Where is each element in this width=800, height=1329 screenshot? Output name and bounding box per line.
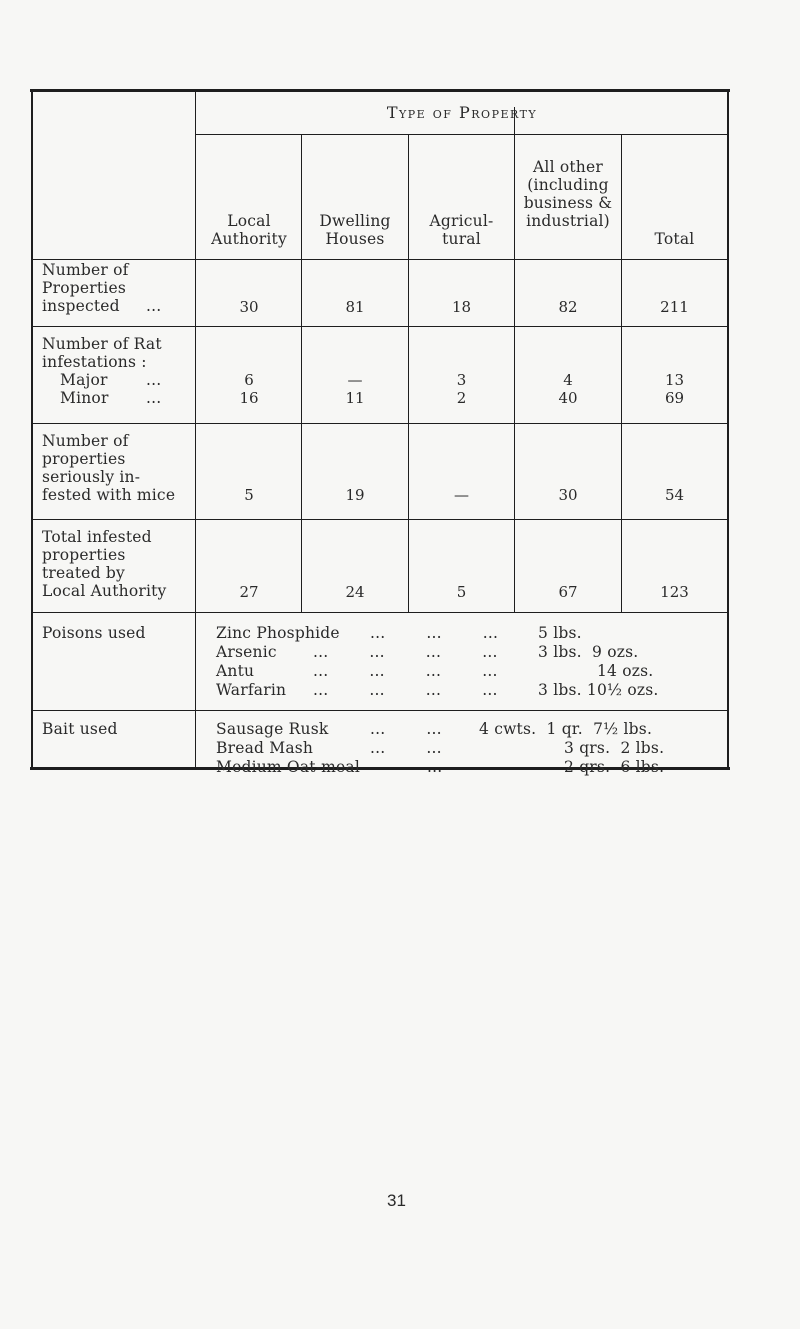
row-label-rat-infestations: Number of Rat infestations : [42, 335, 162, 371]
group-header-rule [195, 134, 728, 135]
table-cell: 24 [345, 583, 365, 601]
row-label-mice: Number of properties seriously in- fested with mice [42, 432, 176, 504]
table-cell: 123 [660, 583, 689, 601]
table-cell: 3 [456, 371, 467, 389]
column-header-dwelling-houses: Dwelling Houses [319, 212, 391, 248]
bait-quantity: 4 cwts. 1 qr. 7½ lbs. [479, 720, 653, 738]
leader-dots: ... [146, 389, 162, 407]
column-header-local-authority: Local Authority [211, 212, 287, 248]
poison-quantity: 3 lbs. 10½ ozs. [538, 681, 659, 699]
row-label-properties-inspected: Number of Properties inspected [42, 261, 129, 315]
table-cell: 54 [664, 486, 685, 504]
table-cell: 18 [451, 298, 472, 316]
leader-dots: ... ... ... ... [313, 643, 498, 661]
table-cell: 6 [244, 371, 254, 389]
poisons-label: Poisons used [42, 624, 146, 642]
column-header-total: Total [654, 230, 695, 248]
row-sublabel-minor: Minor [60, 389, 109, 407]
table-cell: 30 [558, 486, 578, 504]
label-column-divider [195, 90, 196, 768]
leader-dots: ... ... [370, 720, 442, 738]
table-cell: 27 [239, 583, 259, 601]
poison-quantity: 3 lbs. 9 ozs. [538, 643, 639, 661]
group-header: Type of Property [386, 103, 538, 122]
table-cell: 40 [558, 389, 578, 407]
poison-name: Antu [216, 662, 255, 680]
row-rule-header [33, 259, 728, 260]
row-rule-4 [33, 612, 728, 613]
table-cell: — [347, 371, 363, 389]
leader-dots: ... ... ... [370, 624, 499, 642]
column-header-all-other: All other (including business & industrial) [523, 158, 613, 230]
table-left-border [31, 90, 33, 770]
page-number: 31 [387, 1191, 406, 1210]
table-cell: 16 [239, 389, 259, 407]
table-cell: 211 [660, 298, 689, 316]
row-rule-1 [33, 326, 728, 327]
row-rule-poisons [33, 710, 728, 711]
row-label-total-treated: Total infested properties treated by Local Authority [42, 528, 167, 600]
table-cell: 5 [456, 583, 467, 601]
table-cell: 67 [558, 583, 578, 601]
row-sublabel-major: Major [60, 371, 108, 389]
leader-dots: ... [146, 297, 162, 315]
table-cell: 5 [244, 486, 254, 504]
table-cell: 30 [239, 298, 259, 316]
row-rule-2 [33, 423, 728, 424]
column-header-agricultural: Agricul- tural [429, 212, 494, 248]
table-cell: 19 [345, 486, 365, 504]
poison-quantity: 14 ozs. [597, 662, 654, 680]
table-cell: 11 [345, 389, 365, 407]
table-cell: 2 [456, 389, 467, 407]
leader-dots: ... [146, 371, 162, 389]
poison-quantity: 5 lbs. [538, 624, 582, 642]
bait-name: Medium Oat-meal [216, 758, 361, 776]
poison-name: Zinc Phosphide [216, 624, 340, 642]
table-cell: 69 [664, 389, 685, 407]
leader-dots: ... ... [370, 739, 442, 757]
bait-label: Bait used [42, 720, 118, 738]
table-cell: 82 [558, 298, 578, 316]
table-cell: — [454, 486, 469, 504]
poison-name: Warfarin [216, 681, 287, 699]
table-cell: 81 [345, 298, 365, 316]
leader-dots: ... ... ... ... [313, 681, 498, 699]
bait-quantity: 3 qrs. 2 lbs. [564, 739, 665, 757]
table-right-border [727, 90, 729, 770]
bait-name: Sausage Rusk [216, 720, 329, 738]
row-rule-3 [33, 519, 728, 520]
bait-quantity: 2 qrs. 6 lbs. [564, 758, 665, 776]
table-cell: 4 [563, 371, 573, 389]
table-cell: 13 [664, 371, 685, 389]
leader-dots: ... ... ... ... [313, 662, 498, 680]
bait-name: Bread Mash [216, 739, 314, 757]
table-top-border [30, 89, 730, 92]
poison-name: Arsenic [216, 643, 277, 661]
leader-dots: ... [427, 758, 443, 776]
